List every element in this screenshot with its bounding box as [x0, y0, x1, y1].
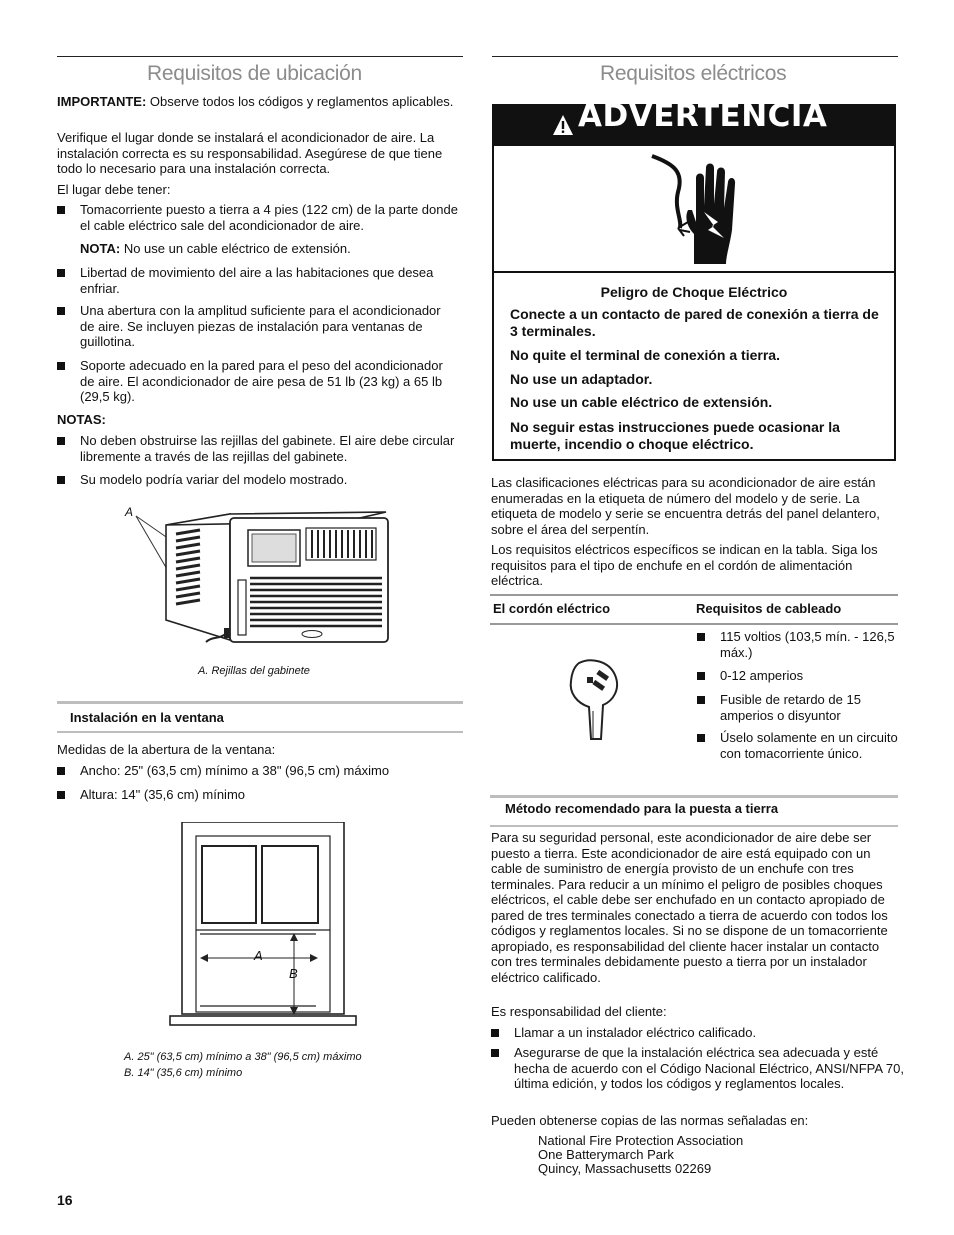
warning-line-4: No use un cable eléctrico de extensión. [510, 394, 773, 410]
table-top-rule [490, 594, 898, 596]
responsibility-bullet-2: Asegurarse de que la instalación eléctrica sea adecuada y esté hecha de acuerdo con el Código Nacional Eléctrico, ANSI/NFPA 70, última edición, y todos los códigos y reglamentos locales. [490, 1045, 904, 1092]
window-intro: Medidas de la abertura de la ventana: [57, 742, 276, 757]
fig2-label-b: B [289, 966, 298, 981]
notas-bullet-1: No deben obstruirse las rejillas del gabinete. El aire debe circular libremente a través de las rejillas del gabinete. [56, 433, 470, 464]
place-bullet-2: Libertad de movimiento del aire a las habitaciones que desea enfriar. [56, 265, 462, 296]
page-number: 16 [57, 1192, 73, 1208]
ac-unit-drawing [120, 500, 400, 665]
notas-bullet-2: Su modelo podría variar del modelo mostrado. [56, 472, 470, 488]
requirement-amperage: 0-12 amperios [696, 668, 898, 684]
top-rule-right [492, 56, 898, 57]
fig1-label-a: A [125, 505, 134, 519]
warning-heading: Peligro de Choque Eléctrico [600, 284, 788, 300]
warning-line-1: Conecte a un contacto de pared de conexión a tierra de 3 terminales. [510, 306, 879, 339]
address-line-1: National Fire Protection Association [538, 1133, 744, 1148]
section-title-location: Requisitos de ubicación [147, 62, 362, 85]
requirement-voltage: 115 voltios (103,5 mín. - 126,5 máx.) [696, 629, 898, 660]
ground-subsection-title: Método recomendado para la puesta a tierra [505, 801, 779, 816]
warning-image-area [494, 146, 894, 273]
notas-label: NOTAS: [57, 412, 106, 427]
importante-paragraph [57, 94, 457, 110]
importante-text: Observe todos los códigos y reglamentos aplicables. [146, 94, 454, 109]
place-intro: El lugar debe tener: [57, 182, 171, 197]
requirement-fuse: Fusible de retardo de 15 amperios o disyuntor [696, 692, 898, 723]
window-bullet-height: Altura: 14" (35,6 cm) mínimo [56, 787, 470, 803]
ac-unit-illustration [120, 500, 400, 665]
electric-shock-hand-icon [644, 152, 744, 266]
window-bullet-width: Ancho: 25" (63,5 cm) mínimo a 38" (96,5 cm) máximo [56, 763, 470, 779]
electrical-paragraph-1: Las clasificaciones eléctricas para su acondicionador de aire están enumeradas en la etiqueta de número del modelo y de serie. La etiqueta de modelo y serie se encuentra detrás del panel delantero, sobre el área del serpentín. [491, 475, 880, 537]
fig1-caption: A. Rejillas del gabinete [198, 665, 310, 677]
window-illustration [168, 822, 358, 1028]
verify-paragraph: Verifique el lugar donde se instalará el acondicionador de aire. La instalación correcta es su responsabilidad. Asegúrese de que tiene todo lo necesario para una instalación correcta. [57, 130, 443, 176]
place-bullet-4: Soporte adecuado en la pared para el peso del acondicionador de aire. El acondicionador de aire pesa de 51 lb (23 kg) a 65 lb (29,5 kg). [56, 358, 455, 405]
address-line-2: One Batterymarch Park [538, 1147, 674, 1162]
responsibility-intro: Es responsabilidad del cliente: [491, 1004, 667, 1019]
section-title-electrical: Requisitos eléctricos [600, 62, 787, 85]
window-subsection-title: Instalación en la ventana [70, 710, 224, 725]
warning-triangle-icon [552, 114, 574, 136]
warning-line-2: No quite el terminal de conexión a tierra. [510, 347, 780, 363]
fig2-label-a: A [254, 948, 263, 963]
top-rule-left [57, 56, 463, 57]
fig2-caption-a: A. 25" (63,5 cm) mínimo a 38" (96,5 cm) máximo [124, 1051, 362, 1063]
importante-label: IMPORTANTE: [57, 94, 147, 109]
warning-box [492, 98, 896, 461]
nota-label: NOTA: [80, 241, 121, 256]
address-line-3: Quincy, Massachusetts 02269 [538, 1161, 712, 1176]
window-drawing [168, 822, 358, 1028]
nota-paragraph [80, 241, 460, 257]
fig2-caption-b: B. 14" (35,6 cm) mínimo [124, 1067, 243, 1079]
warning-line-5: No seguir estas instrucciones puede ocasionar la muerte, incendio o choque eléctrico. [510, 419, 840, 452]
warning-header [494, 98, 894, 146]
place-bullet-3: Una abertura con la amplitud suficiente para el acondicionador de aire. Se incluyen piezas de instalación para ventanas de guillotina. [56, 303, 455, 350]
warning-title: ADVERTENCIA [578, 98, 828, 134]
place-bullet-1: Tomacorriente puesto a tierra a 4 pies (122 cm) de la parte donde el cable eléctrico sale del acondicionador de aire. [56, 202, 462, 233]
responsibility-bullet-1: Llamar a un instalador eléctrico calificado. [490, 1025, 909, 1041]
electrical-paragraph-2: Los requisitos eléctricos específicos se indican en la tabla. Siga los requisitos para el tipo de enchufe en el cordón de alimentación eléctrica. [491, 542, 878, 588]
warning-line-3: No use un adaptador. [510, 371, 653, 387]
table-header-cord: El cordón eléctrico [493, 601, 611, 616]
three-prong-plug-icon [565, 655, 625, 741]
requirement-circuit: Úselo solamente en un circuito con tomacorriente único. [696, 730, 898, 761]
ground-paragraph: Para su seguridad personal, este acondicionador de aire debe ser puesto a tierra. Este acondicionador de aire está equipado con un cable de suministro de energía provisto de un enchufe con tres terminales. Para reducir a un mínimo el peligro de posibles choques eléctricos, el cable debe ser enchufado en un contacto apropiado de pared de tres terminales conectado a tierra de acuerdo con todos los códigos y reglamentos locales. Si no se dispone de un tomacorriente apropiado, es responsabilidad del cliente hacer instalar un contacto con tres terminales debidamente puesto a tierra por un instalador eléctrico calificado. [491, 830, 888, 985]
table-header-requirements: Requisitos de cableado [696, 601, 842, 616]
nota-text: No use un cable eléctrico de extensión. [120, 241, 351, 256]
table-header-rule [490, 623, 898, 625]
copies-intro: Pueden obtenerse copias de las normas señaladas en: [491, 1113, 809, 1128]
